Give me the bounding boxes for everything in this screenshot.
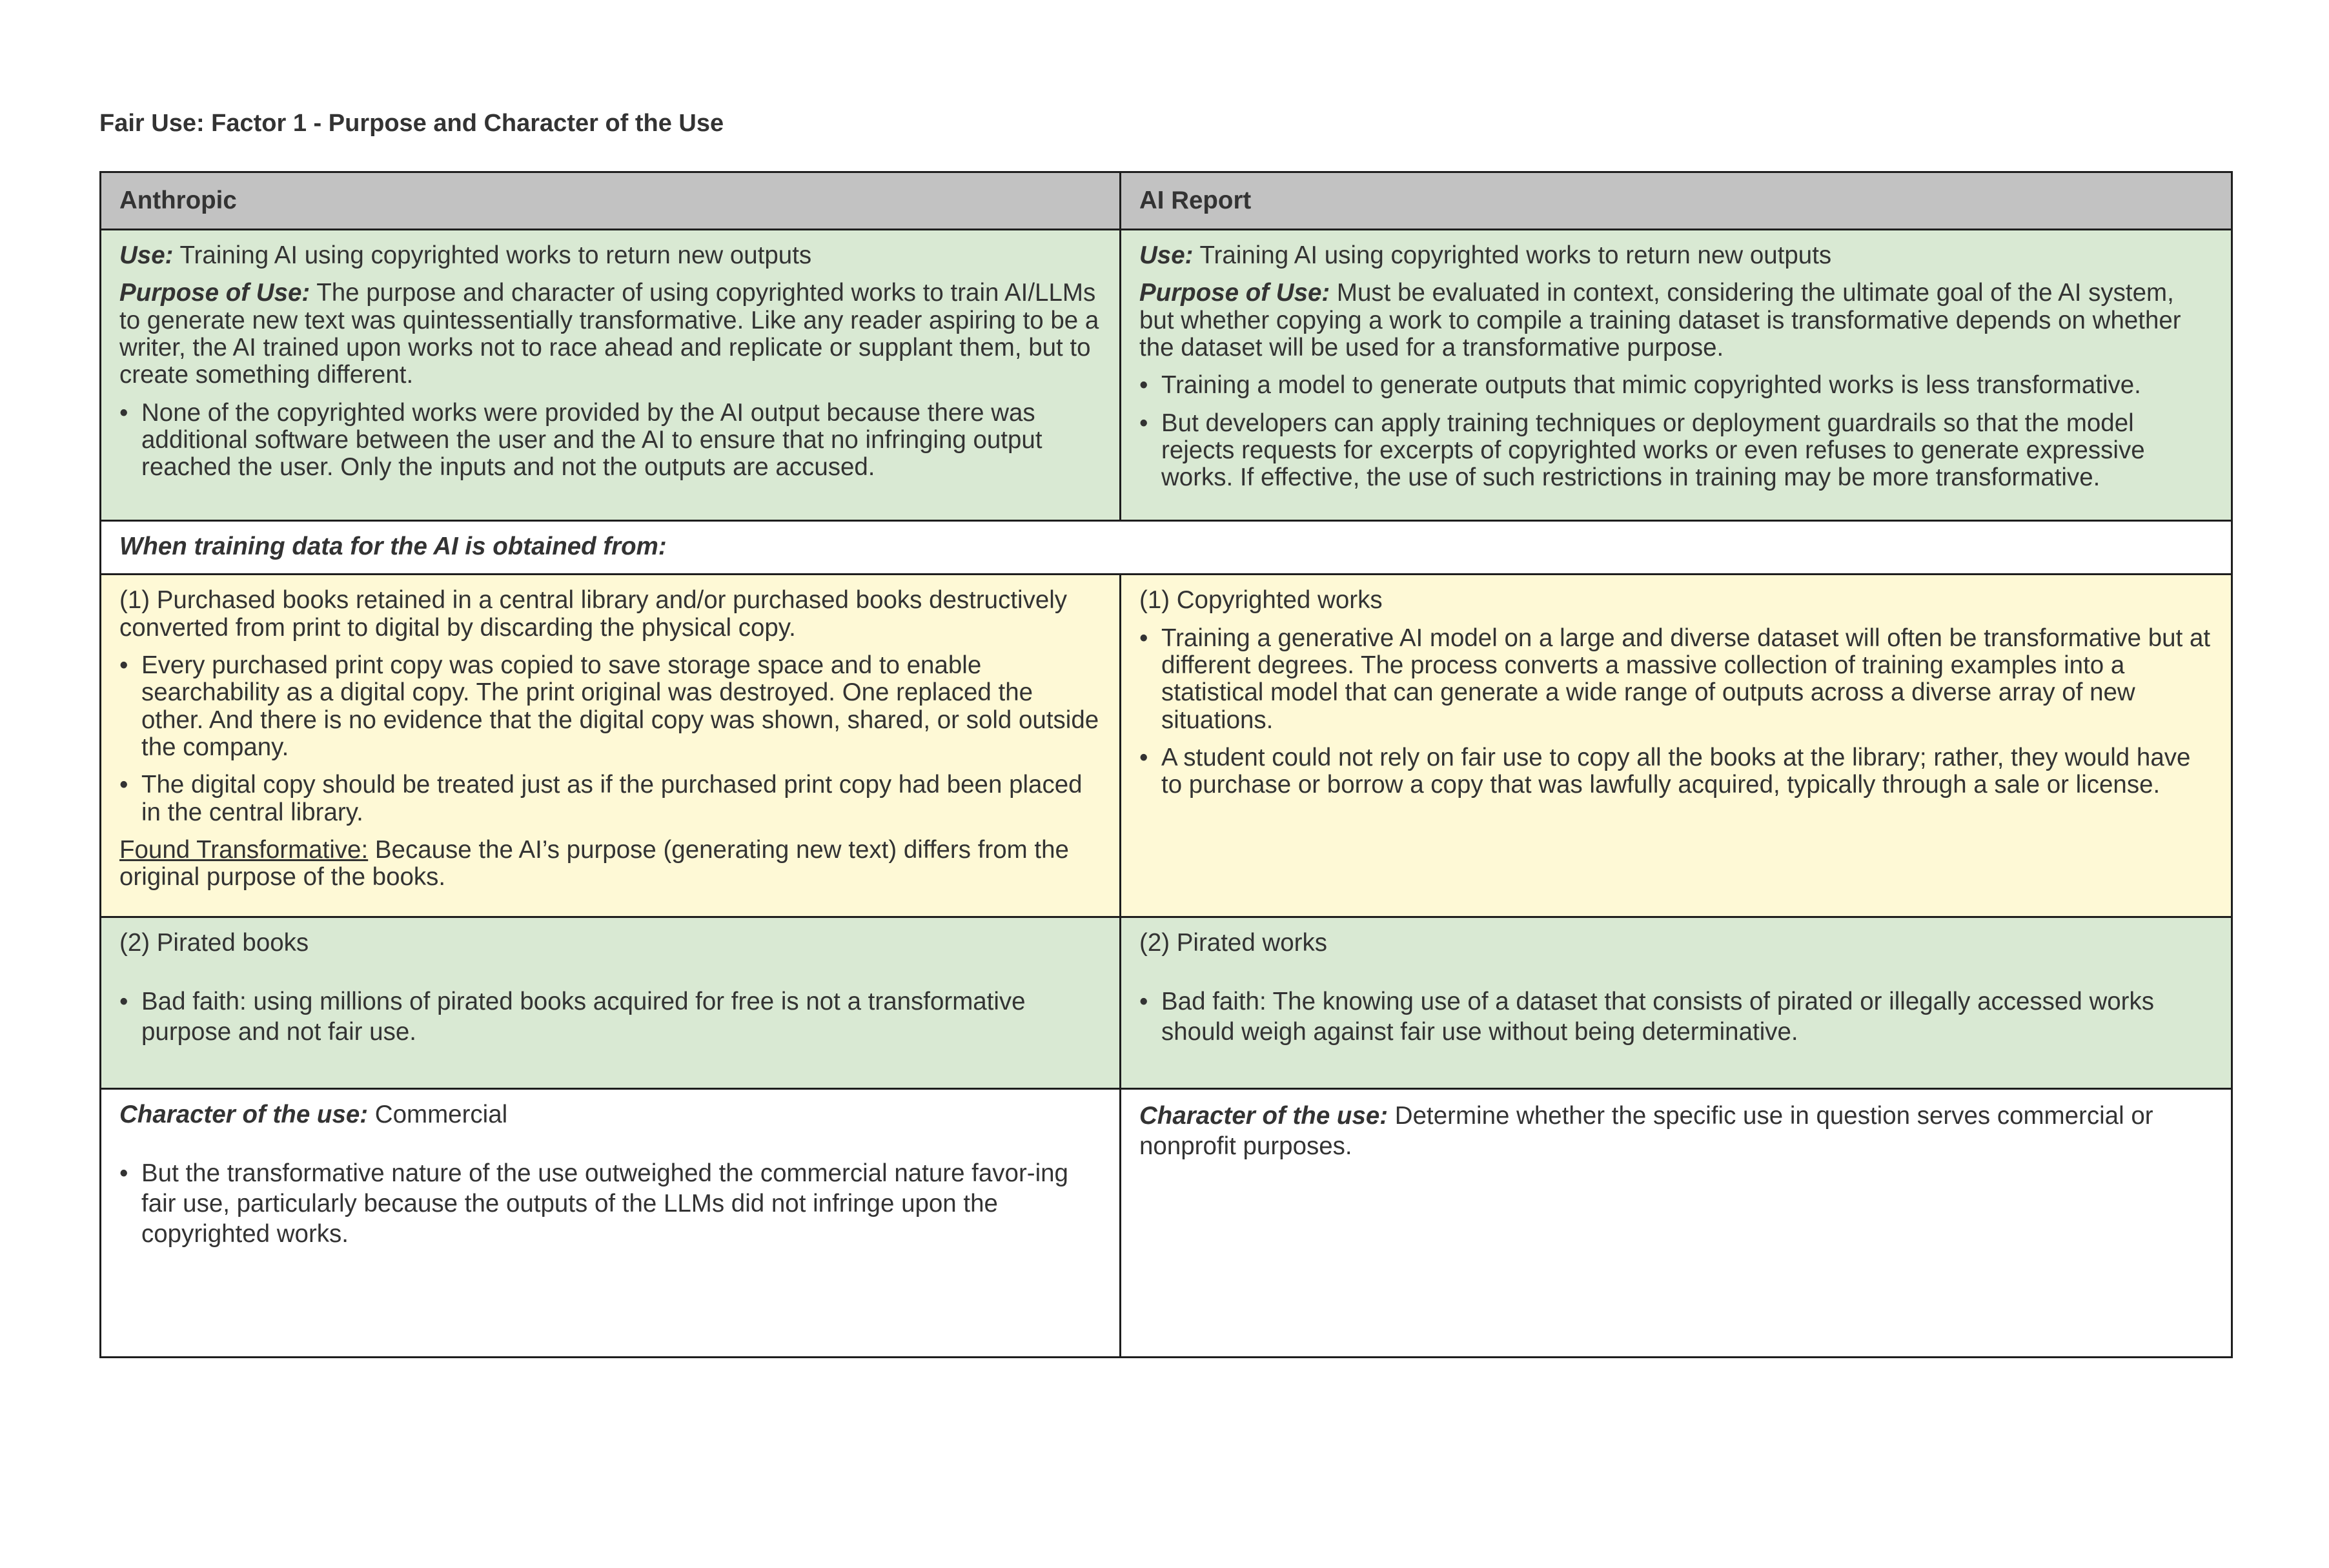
use-text: Training AI using copyrighted works to return new outputs <box>1193 241 1832 269</box>
ai-report-character-cell <box>1121 1089 2232 1358</box>
character-label: Character of the use: <box>119 1101 369 1129</box>
use-paragraph <box>1139 242 2213 269</box>
purpose-label: Purpose of Use: <box>1139 279 1330 307</box>
use-text: Training AI using copyrighted works to return new outputs <box>173 241 812 269</box>
finding-text: Because the AI’s purpose (generating new text) differs from the original purpose of the books. <box>119 836 1069 891</box>
bullet-list <box>119 1159 1101 1250</box>
list-item: • Bad faith: using millions of pirated books acquired for free is not a transformative purpose and not fair use. <box>119 987 1101 1048</box>
character-text: Determine whether the specific use in question serves commercial or nonprofit purposes. <box>1139 1102 2153 1161</box>
page-title: Fair Use: Factor 1 - Purpose and Character of the Use <box>99 110 724 137</box>
spacer <box>119 1139 1101 1159</box>
spacer <box>1139 968 2213 987</box>
purpose-paragraph <box>119 280 1101 389</box>
character-paragraph <box>1139 1101 2213 1162</box>
list-item: • But developers can apply training techniques or deployment guardrails so that the model rejects requests for excerpts of copyrighted works or even refuses to generate expressive works. If effective, the use of such restrictions in training may be more transformative. <box>1139 410 2213 492</box>
anthropic-purchased-cell <box>101 575 1121 917</box>
divider-row <box>101 521 2232 575</box>
use-label: Use: <box>119 241 174 269</box>
bullet-list <box>1139 625 2213 799</box>
purpose-paragraph <box>1139 280 2213 361</box>
ai-report-copyrighted-cell <box>1121 575 2232 917</box>
purpose-label: Purpose of Use: <box>119 279 310 307</box>
bullet-list <box>1139 987 2213 1048</box>
ai-report-pirated-cell <box>1121 917 2232 1089</box>
anthropic-character-cell <box>101 1089 1121 1358</box>
list-item: • None of the copyrighted works were provided by the AI output because there was additional software between the user and the AI to ensure that no infringing output reached the user. Only the inputs and not the outputs are accused. <box>119 400 1101 482</box>
character-label: Character of the use: <box>1139 1102 1388 1130</box>
section-heading: (1) Copyrighted works <box>1139 586 1383 615</box>
section-heading: (2) Pirated books <box>119 929 309 957</box>
table-header-row <box>101 172 2232 230</box>
finding-paragraph <box>119 837 1101 891</box>
purchased-row <box>101 575 2232 917</box>
bullet-list <box>1139 372 2213 491</box>
bullet-list <box>119 987 1101 1048</box>
purpose-text: The purpose and character of using copyrighted works to train AI/LLMs to generate new text was quintessentially transformative. Like any reader aspiring to be a writer, the AI trained upon works not to race ahead and replicate or supplant them, but to create something different. <box>119 279 1099 389</box>
header-ai-report: AI Report <box>1121 172 2232 230</box>
purpose-text: Must be evaluated in context, considering the ultimate goal of the AI system, but whether copying a work to compile a training dataset is transformative depends on whether the dataset will be used for a transformative purpose. <box>1139 279 2181 362</box>
comparison-table <box>99 171 2233 1358</box>
character-text: Commercial <box>368 1101 508 1129</box>
character-row <box>101 1089 2232 1358</box>
pirated-row <box>101 917 2232 1089</box>
bullet-list <box>119 400 1101 482</box>
list-item: • Training a generative AI model on a large and diverse dataset will often be transformative but at different degrees. The process converts a massive collection of training examples into a statistical model that can generate a wide range of outputs across a diverse array of new situations. <box>1139 625 2213 734</box>
spacer <box>119 968 1101 987</box>
anthropic-pirated-cell <box>101 917 1121 1089</box>
section-divider: When training data for the AI is obtained from: <box>101 521 2232 575</box>
use-paragraph <box>119 242 1101 269</box>
list-item: • Bad faith: The knowing use of a dataset that consists of pirated or illegally accessed works should weigh against fair use without being determinative. <box>1139 987 2213 1048</box>
list-item: • The digital copy should be treated just as if the purchased print copy had been placed in the central library. <box>119 771 1101 826</box>
ai-report-use-cell <box>1121 230 2232 521</box>
finding-label: Found Transformative: <box>119 836 369 864</box>
character-paragraph <box>119 1101 1101 1128</box>
list-item: • Training a model to generate outputs that mimic copyrighted works is less transformative. <box>1139 372 2213 399</box>
use-row <box>101 230 2232 521</box>
section-heading: (2) Pirated works <box>1139 929 1327 957</box>
header-anthropic: Anthropic <box>101 172 1121 230</box>
section-heading: (1) Purchased books retained in a central library and/or purchased books destructively converted from print to digital by discarding the physical copy. <box>119 586 1068 642</box>
bullet-list <box>119 652 1101 826</box>
list-item: • Every purchased print copy was copied to save storage space and to enable searchability as a digital copy. The print original was destroyed. One replaced the other. And there is no evidence that the digital copy was shown, shared, or sold outside the company. <box>119 652 1101 761</box>
use-label: Use: <box>1139 241 1194 269</box>
anthropic-use-cell <box>101 230 1121 521</box>
list-item: • A student could not rely on fair use to copy all the books at the library; rather, they would have to purchase or borrow a copy that was lawfully acquired, typically through a sale or license. <box>1139 744 2213 799</box>
list-item: • But the transformative nature of the use outweighed the commercial nature favor-ing fair use, particularly because the outputs of the LLMs did not infringe upon the copyrighted works. <box>119 1159 1101 1250</box>
